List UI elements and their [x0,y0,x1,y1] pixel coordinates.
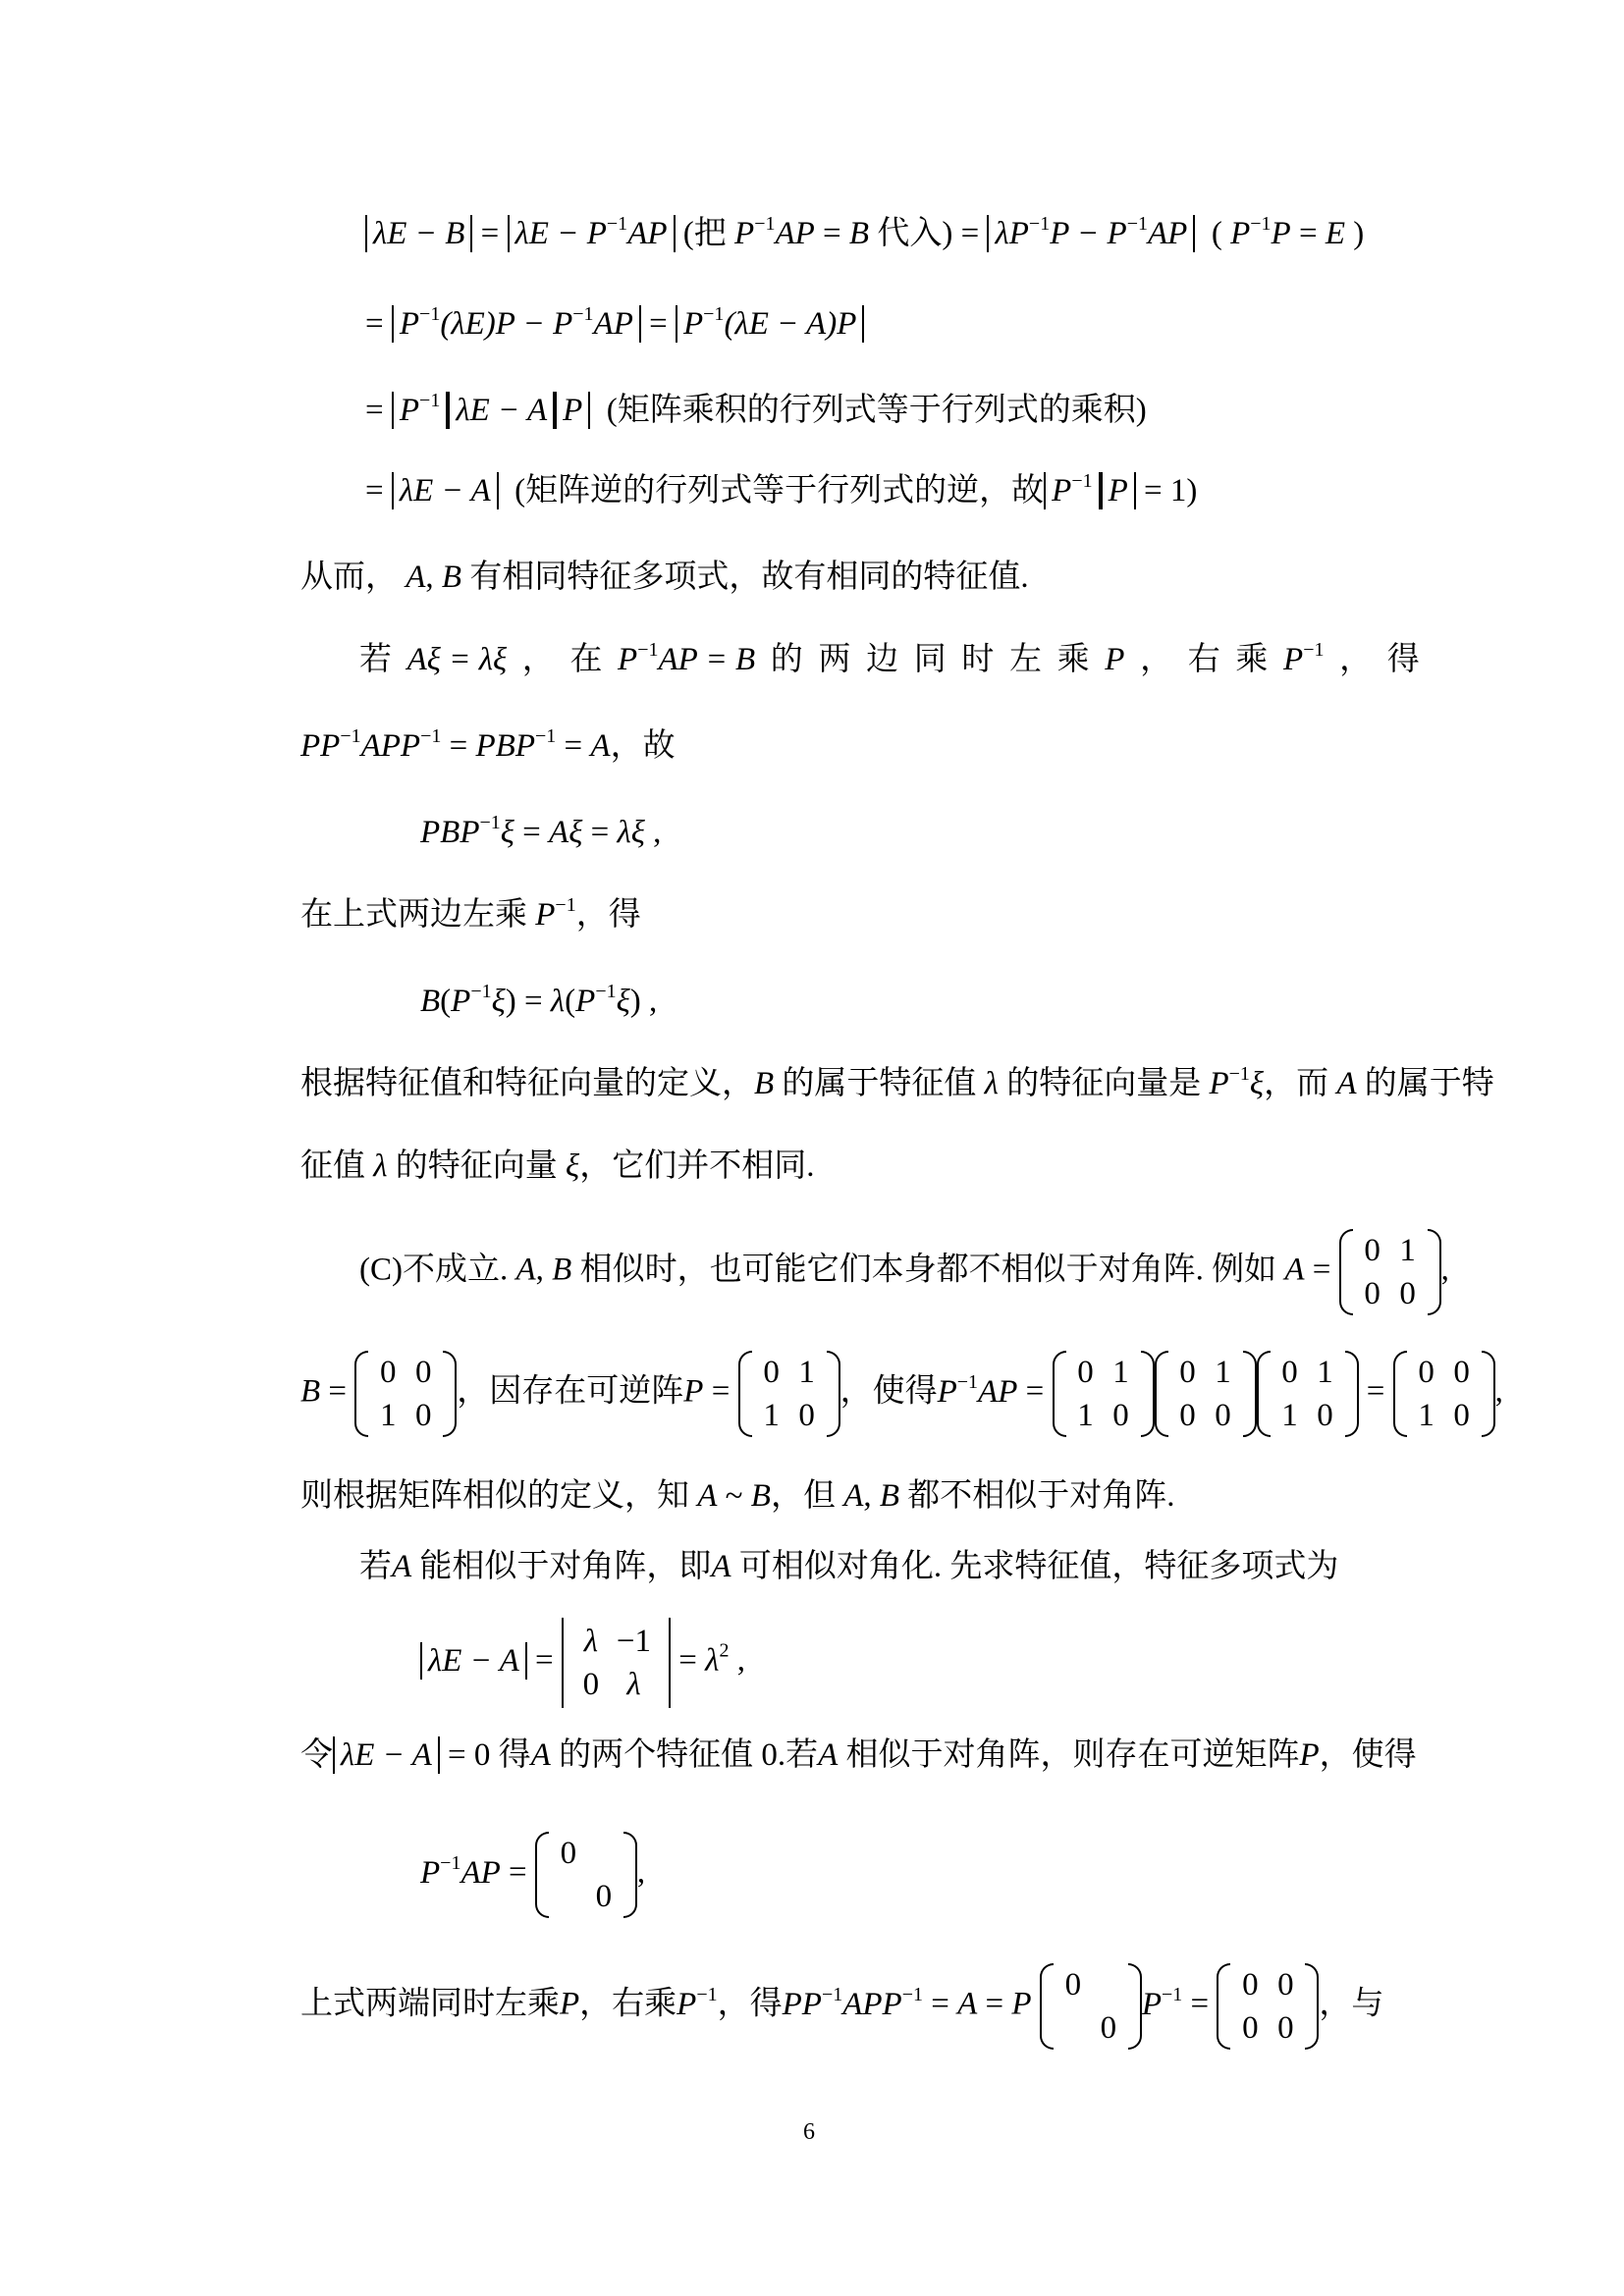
conclusion-line: 从而， A, B 有相同特征多项式，故有相同的特征值. [300,560,1029,595]
note-substitute: (把 [682,216,735,251]
equation-line-3: = $P^{-1}$ λE − A P (矩阵乘积的行列式等于行列式的乘积) [365,390,1147,428]
matrix-P: 0 1 1 0 [738,1351,840,1437]
note-product: (矩阵乘积的行列式等于行列式的乘积) [606,393,1147,428]
matrix-A: 0 1 0 0 [1339,1229,1441,1315]
paragraph-line-18: 令 λE − A = 0 得A 的两个特征值 0.若A 相似于对角阵，则存在可逆矩阵P，使得 [300,1737,1417,1773]
diag-matrix: 0 0 [535,1832,637,1918]
paragraph-line-12: 征值 λ 的特征向量 ξ，它们并不相同. [300,1148,815,1184]
page-number: 6 [803,2119,815,2145]
equation-line-4: = λE − A (矩阵逆的行列式等于行列式的逆，故 $P^{-1}$ P = 1) [365,470,1198,508]
equation-line-8: $PBP^{-1}\xi = A\xi = \lambda\xi$ , [420,812,662,850]
paragraph-line-9: 在上式两边左乘 $P^{-1}$，得 [300,894,641,933]
paragraph-line-14: B = 0 0 1 0 ，因存在可逆阵P = 0 1 1 0 ，使得$P^{-1}AP$ = 0 1 1 0 0 1 0 0 0 1 1 0 = 0 0 1 0 , [300,1351,1503,1437]
equation-line-19: $P^{-1}AP$ = 0 0 , [420,1832,645,1918]
paragraph-line-16: 若A 能相似于对角阵，即A 可相似对角化. 先求特征值，特征多项式为 [359,1549,1339,1584]
equation-line-1: $\lambda E - B = \lambda E - P^{-1}AP$ (把 $P^{-1}AP = B$ 代入) = $\lambda P^{-1}P - P^{-1}AP$ ( $P^{-1}P = E$ ) [365,214,1364,253]
equation-line-10: $B(P^{-1}\xi) = \lambda(P^{-1}\xi)$ , [420,981,658,1019]
equation-line-2: = $P^{-1}(\lambda E)P - P^{-1}AP = P^{-1}(\lambda E - A)P$ [365,304,864,344]
matrix-B: 0 0 1 0 [354,1351,457,1437]
paragraph-line-7: $PP^{-1}APP^{-1} = PBP^{-1} = A$，故 [300,725,676,764]
paragraph-line-6: 若 Aξ = λξ ， 在 $P^{-1}AP = B$ 的 两 边 同 时 左 乘 P ， 右 乘 $P^{-1}$ ， 得 [359,639,1420,677]
note-inverse: (矩阵逆的行列式等于行列式的逆，故 [514,473,1045,508]
paragraph-line-20: 上式两端同时左乘P，右乘$P^{-1}$，得$PP^{-1}APP^{-1} = A = P$ 0 0 $P^{-1}$ = 0 0 0 0 ，与 [300,1963,1383,2050]
equation-line-17: λE − A = λ −1 0 λ = $\lambda^2$ , [420,1618,745,1708]
paragraph-line-11: 根据特征值和特征向量的定义，B 的属于特征值 λ 的特征向量是 $P^{-1}\xi$，而 A 的属于特 [300,1063,1494,1101]
det-matrix: λ −1 0 λ [562,1618,671,1708]
paragraph-line-15: 则根据矩阵相似的定义，知 A ~ B，但 A, B 都不相似于对角阵. [300,1478,1175,1514]
paragraph-line-13: (C)不成立. A, B 相似时，也可能它们本身都不相似于对角阵. 例如 A = 0 1 0 0 , [359,1229,1449,1315]
